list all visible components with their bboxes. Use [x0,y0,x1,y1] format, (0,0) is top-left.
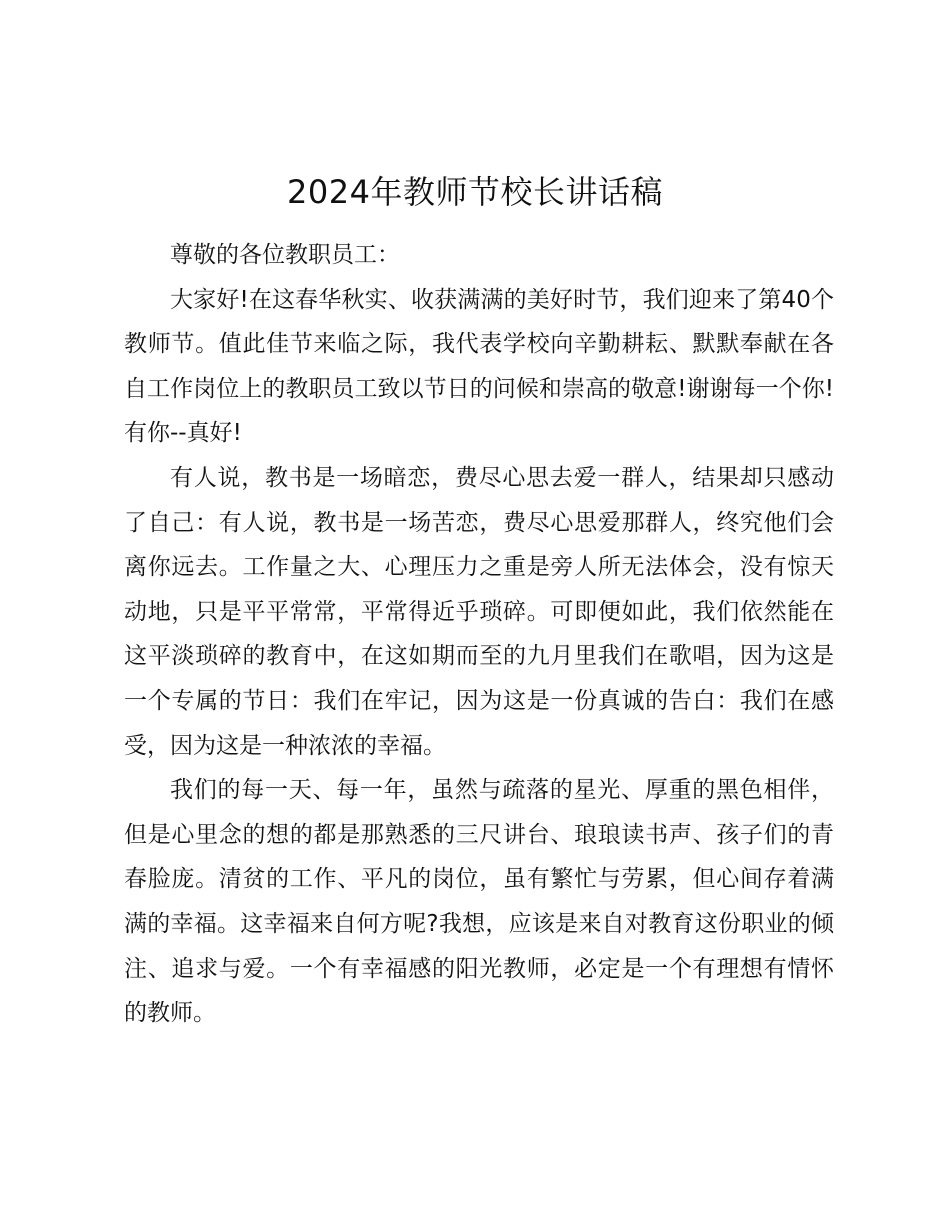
greeting-paragraph: 大家好!在这春华秋实、收获满满的美好时节，我们迎来了第40个教师节。值此佳节来临之际，我代表学校向辛勤耕耘、默默奉献在各自工作岗位上的教职员工致以节日的问候和崇高的敬意!谢谢每一个你!有你--真好! [124,286,834,447]
body-paragraph: 我们的每一天、每一年，虽然与疏落的星光、厚重的黑色相伴，但是心里念的想的都是那熟悉的三尺讲台、琅琅读书声、孩子们的青春脸庞。清贫的工作、平凡的岗位，虽有繁忙与劳累，但心间存着满满的幸福。这幸福来自何方呢?我想，应该是来自对教育这份职业的倾注、追求与爱。一个有幸福感的阳光教师，必定是一个有理想有情怀的教师。 [124,777,834,1027]
document-body [124,233,834,1036]
document-title: 2024年教师节校长讲话稿 [287,173,663,211]
body-paragraph: 有人说，教书是一场暗恋，费尽心思去爱一群人，结果却只感动了自己：有人说，教书是一场苦恋，费尽心思爱那群人，终究他们会离你远去。工作量之大、心理压力之重是旁人所无法体会，没有惊天动地，只是平平常常，平常得近乎琐碎。可即便如此，我们依然能在这平淡琐碎的教育中，在这如期而至的九月里我们在歌唱，因为这是一个专属的节日：我们在牢记，因为这是一份真诚的告白：我们在感受，因为这是一种浓浓的幸福。 [124,464,834,759]
salutation-paragraph: 尊敬的各位教职员工： [170,242,400,268]
